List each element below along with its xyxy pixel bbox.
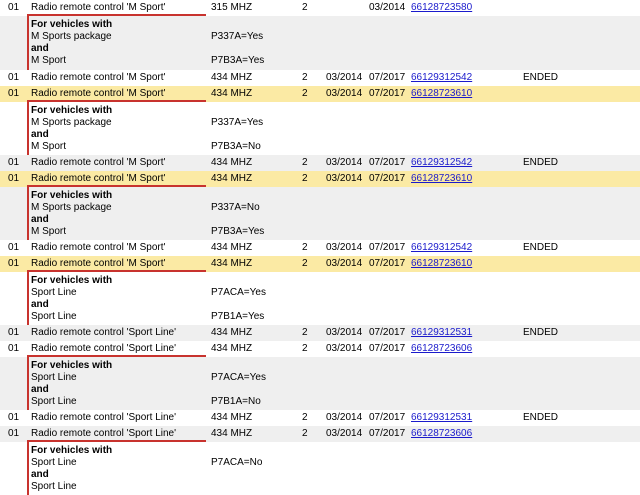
- condition-note: [0, 357, 640, 410]
- to-date-cell: 03/2014: [369, 2, 406, 13]
- from-date-cell: 03/2014: [326, 242, 363, 253]
- note-heading: For vehicles with: [31, 275, 113, 286]
- part-number-link[interactable]: 66128723606: [411, 343, 473, 354]
- note-heading: For vehicles with: [31, 445, 113, 456]
- qty-cell: 01: [8, 343, 20, 354]
- frequency-cell: 434 MHZ: [211, 428, 253, 439]
- note-heading: For vehicles with: [31, 360, 113, 371]
- option-code-1: P7ACA=Yes: [211, 287, 266, 298]
- from-date-cell: 03/2014: [326, 428, 363, 439]
- note-marker: [27, 102, 29, 155]
- count-cell: 2: [302, 242, 308, 253]
- status-cell: ENDED: [523, 327, 559, 338]
- option-code-1: P337A=No: [211, 202, 260, 213]
- option-code-2: P7B3A=Yes: [211, 226, 265, 237]
- note-and: and: [31, 214, 49, 225]
- description-cell: Radio remote control 'Sport Line': [31, 343, 177, 354]
- note-and: and: [31, 129, 49, 140]
- count-cell: 2: [302, 157, 308, 168]
- to-date-cell: 07/2017: [369, 173, 406, 184]
- to-date-cell: 07/2017: [369, 343, 406, 354]
- option-code-1: P7ACA=Yes: [211, 372, 266, 383]
- count-cell: 2: [302, 72, 308, 83]
- condition-note: [0, 442, 640, 495]
- qty-cell: 01: [8, 258, 20, 269]
- status-cell: ENDED: [523, 412, 559, 423]
- to-date-cell: 07/2017: [369, 327, 406, 338]
- description-cell: Radio remote control 'M Sport': [31, 157, 166, 168]
- table-row: [0, 240, 640, 256]
- note-and: and: [31, 299, 49, 310]
- frequency-cell: 434 MHZ: [211, 327, 253, 338]
- note-condition-2: M Sport: [31, 226, 67, 237]
- note-condition-1: M Sports package: [31, 117, 112, 128]
- qty-cell: 01: [8, 173, 20, 184]
- frequency-cell: 434 MHZ: [211, 88, 253, 99]
- description-cell: Radio remote control 'M Sport': [31, 72, 166, 83]
- table-row-highlighted: [0, 86, 640, 102]
- note-marker: [27, 442, 29, 495]
- option-code-2: P7B3A=Yes: [211, 55, 265, 66]
- from-date-cell: 03/2014: [326, 327, 363, 338]
- part-number-link[interactable]: 66129312542: [411, 242, 473, 253]
- status-cell: ENDED: [523, 157, 559, 168]
- table-row: [0, 0, 640, 16]
- frequency-cell: 434 MHZ: [211, 242, 253, 253]
- frequency-cell: 434 MHZ: [211, 412, 253, 423]
- part-number-link[interactable]: 66129312531: [411, 412, 473, 423]
- qty-cell: 01: [8, 412, 20, 423]
- note-condition-2: Sport Line: [31, 311, 77, 322]
- option-code-1: P337A=Yes: [211, 31, 264, 42]
- option-code-1: P337A=Yes: [211, 117, 264, 128]
- option-code-2: P7B1A=No: [211, 396, 261, 407]
- table-row-highlighted: [0, 256, 640, 272]
- count-cell: 2: [302, 88, 308, 99]
- qty-cell: 01: [8, 327, 20, 338]
- condition-note: [0, 102, 640, 155]
- note-and: and: [31, 384, 49, 395]
- description-cell: Radio remote control 'M Sport': [31, 258, 166, 269]
- note-condition-1: Sport Line: [31, 372, 77, 383]
- from-date-cell: 03/2014: [326, 157, 363, 168]
- note-condition-1: Sport Line: [31, 457, 77, 468]
- to-date-cell: 07/2017: [369, 412, 406, 423]
- qty-cell: 01: [8, 157, 20, 168]
- qty-cell: 01: [8, 88, 20, 99]
- note-condition-2: Sport Line: [31, 481, 77, 492]
- note-and: and: [31, 469, 49, 480]
- count-cell: 2: [302, 2, 308, 13]
- part-number-link[interactable]: 66129312531: [411, 327, 473, 338]
- count-cell: 2: [302, 173, 308, 184]
- part-number-link[interactable]: 66129312542: [411, 157, 473, 168]
- count-cell: 2: [302, 343, 308, 354]
- part-number-link[interactable]: 66128723610: [411, 173, 473, 184]
- description-cell: Radio remote control 'M Sport': [31, 2, 166, 13]
- to-date-cell: 07/2017: [369, 88, 406, 99]
- to-date-cell: 07/2017: [369, 258, 406, 269]
- to-date-cell: 07/2017: [369, 242, 406, 253]
- option-code-2: P7B3A=No: [211, 141, 261, 152]
- table-row: [0, 155, 640, 171]
- frequency-cell: 434 MHZ: [211, 157, 253, 168]
- to-date-cell: 07/2017: [369, 157, 406, 168]
- qty-cell: 01: [8, 242, 20, 253]
- condition-note: [0, 16, 640, 70]
- frequency-cell: 315 MHZ: [211, 2, 253, 13]
- from-date-cell: 03/2014: [326, 258, 363, 269]
- qty-cell: 01: [8, 428, 20, 439]
- part-number-link[interactable]: 66129312542: [411, 72, 473, 83]
- note-heading: For vehicles with: [31, 105, 113, 116]
- description-cell: Radio remote control 'Sport Line': [31, 428, 177, 439]
- from-date-cell: 03/2014: [326, 412, 363, 423]
- description-cell: Radio remote control 'M Sport': [31, 173, 166, 184]
- note-condition-2: Sport Line: [31, 396, 77, 407]
- part-number-link[interactable]: 66128723580: [411, 2, 473, 13]
- count-cell: 2: [302, 327, 308, 338]
- option-code-1: P7ACA=No: [211, 457, 263, 468]
- description-cell: Radio remote control 'Sport Line': [31, 412, 177, 423]
- note-marker: [27, 187, 29, 240]
- part-number-link[interactable]: 66128723610: [411, 88, 473, 99]
- table-row: [0, 325, 640, 341]
- from-date-cell: 03/2014: [326, 88, 363, 99]
- description-cell: Radio remote control 'Sport Line': [31, 327, 177, 338]
- description-cell: Radio remote control 'M Sport': [31, 242, 166, 253]
- frequency-cell: 434 MHZ: [211, 173, 253, 184]
- note-condition-2: M Sport: [31, 55, 67, 66]
- frequency-cell: 434 MHZ: [211, 72, 253, 83]
- note-condition-2: M Sport: [31, 141, 67, 152]
- status-cell: ENDED: [523, 242, 559, 253]
- description-cell: Radio remote control 'M Sport': [31, 88, 166, 99]
- frequency-cell: 434 MHZ: [211, 343, 253, 354]
- count-cell: 2: [302, 412, 308, 423]
- note-marker: [27, 357, 29, 410]
- note-and: and: [31, 43, 49, 54]
- qty-cell: 01: [8, 72, 20, 83]
- status-cell: ENDED: [523, 72, 559, 83]
- table-row: [0, 341, 640, 357]
- frequency-cell: 434 MHZ: [211, 258, 253, 269]
- table-row: [0, 426, 640, 442]
- part-number-link[interactable]: 66128723610: [411, 258, 473, 269]
- note-heading: For vehicles with: [31, 190, 113, 201]
- table-row: [0, 410, 640, 426]
- note-condition-1: Sport Line: [31, 287, 77, 298]
- note-condition-1: M Sports package: [31, 31, 112, 42]
- condition-note: [0, 272, 640, 325]
- from-date-cell: 03/2014: [326, 72, 363, 83]
- to-date-cell: 07/2017: [369, 428, 406, 439]
- to-date-cell: 07/2017: [369, 72, 406, 83]
- count-cell: 2: [302, 428, 308, 439]
- condition-note: [0, 187, 640, 240]
- table-row: [0, 70, 640, 86]
- note-marker: [27, 272, 29, 325]
- note-marker: [27, 16, 29, 70]
- note-heading: For vehicles with: [31, 19, 113, 30]
- table-row-highlighted: [0, 171, 640, 187]
- qty-cell: 01: [8, 2, 20, 13]
- note-condition-1: M Sports package: [31, 202, 112, 213]
- from-date-cell: 03/2014: [326, 173, 363, 184]
- option-code-2: P7B1A=Yes: [211, 311, 265, 322]
- part-number-link[interactable]: 66128723606: [411, 428, 473, 439]
- from-date-cell: 03/2014: [326, 343, 363, 354]
- count-cell: 2: [302, 258, 308, 269]
